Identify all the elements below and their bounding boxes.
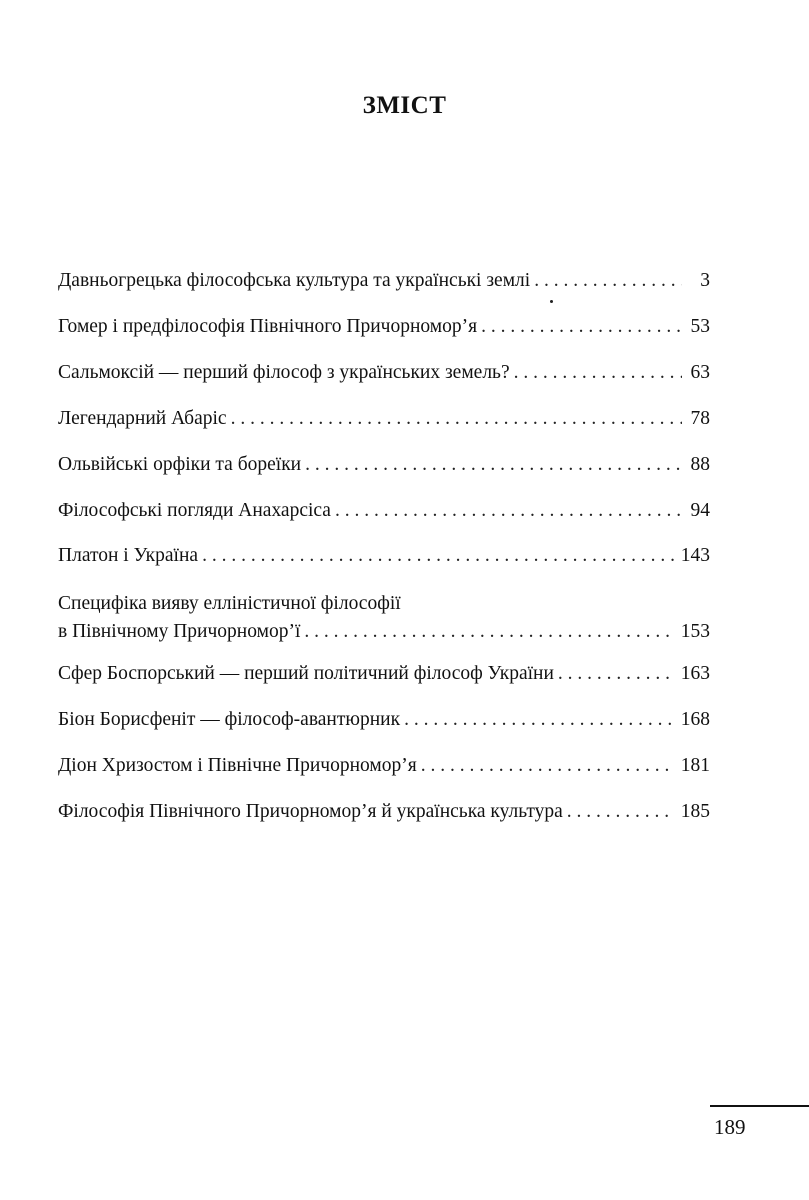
toc-entry-title: Давньогрецька філософська культура та українські землі: [58, 270, 531, 291]
dot-leader: [481, 313, 682, 341]
toc-entry-page: 63: [690, 362, 710, 383]
dot-leader: [421, 752, 675, 780]
toc-entry-page: 168: [680, 709, 710, 730]
toc-entry-page: 181: [680, 755, 710, 776]
toc-entry-page: 94: [690, 500, 710, 521]
dot-leader: [514, 359, 682, 387]
toc-entry: [58, 267, 710, 295]
dot-leader: [534, 267, 682, 295]
toc-entry: [58, 359, 710, 387]
page-title: ЗМІСТ: [362, 92, 447, 119]
dot-leader: [305, 451, 682, 479]
page-number: 189: [714, 1115, 746, 1139]
footer-rule: [710, 1105, 809, 1107]
toc-entry-title: Біон Борисфеніт — філософ-авантюрник: [58, 709, 401, 730]
toc-entry-page: 153: [680, 621, 710, 642]
toc-entry: [58, 542, 710, 570]
toc-entry-title: в Північному Причорномор’ї: [58, 621, 301, 642]
toc-entry-title-line1: Специфіка вияву елліністичної філософії: [58, 593, 401, 614]
toc-entry-page: 78: [690, 408, 710, 429]
dot-leader: [202, 542, 675, 570]
dot-leader: [335, 497, 682, 525]
toc-entry-title: Платон і Україна: [58, 545, 199, 566]
toc-entry: [58, 313, 710, 341]
toc-entry: [58, 451, 710, 479]
toc-entry: [58, 706, 710, 734]
print-speck: [550, 300, 553, 303]
toc-entry-title: Діон Хризостом і Північне Причорномор’я: [58, 755, 417, 776]
toc-entry-title: Гомер і предфілософія Північного Причорномор’я: [58, 316, 478, 337]
toc-entry: [58, 497, 710, 525]
dot-leader: [231, 405, 682, 433]
toc-entry-title: Філософські погляди Анахарсіса: [58, 500, 331, 521]
toc-entry-page: 185: [680, 801, 710, 822]
toc-entry-page: 88: [690, 454, 710, 475]
toc-entry: [58, 752, 710, 780]
toc-entry-page: 3: [700, 270, 710, 291]
toc-entry-title: Сальмоксій — перший філософ з українських земель?: [58, 362, 510, 383]
toc-entry-title: Ольвійські орфіки та бореїки: [58, 454, 302, 475]
toc-entry: [58, 590, 710, 646]
dot-leader: [304, 618, 674, 646]
toc-entry-title: Легендарний Абаріс: [58, 408, 227, 429]
toc-entry-page: 143: [680, 545, 710, 566]
toc-entry-page: 163: [680, 663, 710, 684]
dot-leader: [567, 798, 675, 826]
toc-entry: [58, 660, 710, 688]
toc-entry: [58, 405, 710, 433]
toc-entry-title: Сфер Боспорський — перший політичний філософ України: [58, 663, 554, 684]
toc-entry-page: 53: [690, 316, 710, 337]
toc-entry: [58, 798, 710, 826]
dot-leader: [404, 706, 675, 734]
toc-entry-title: Філософія Північного Причорномор’я й українська культура: [58, 801, 563, 822]
dot-leader: [558, 660, 675, 688]
